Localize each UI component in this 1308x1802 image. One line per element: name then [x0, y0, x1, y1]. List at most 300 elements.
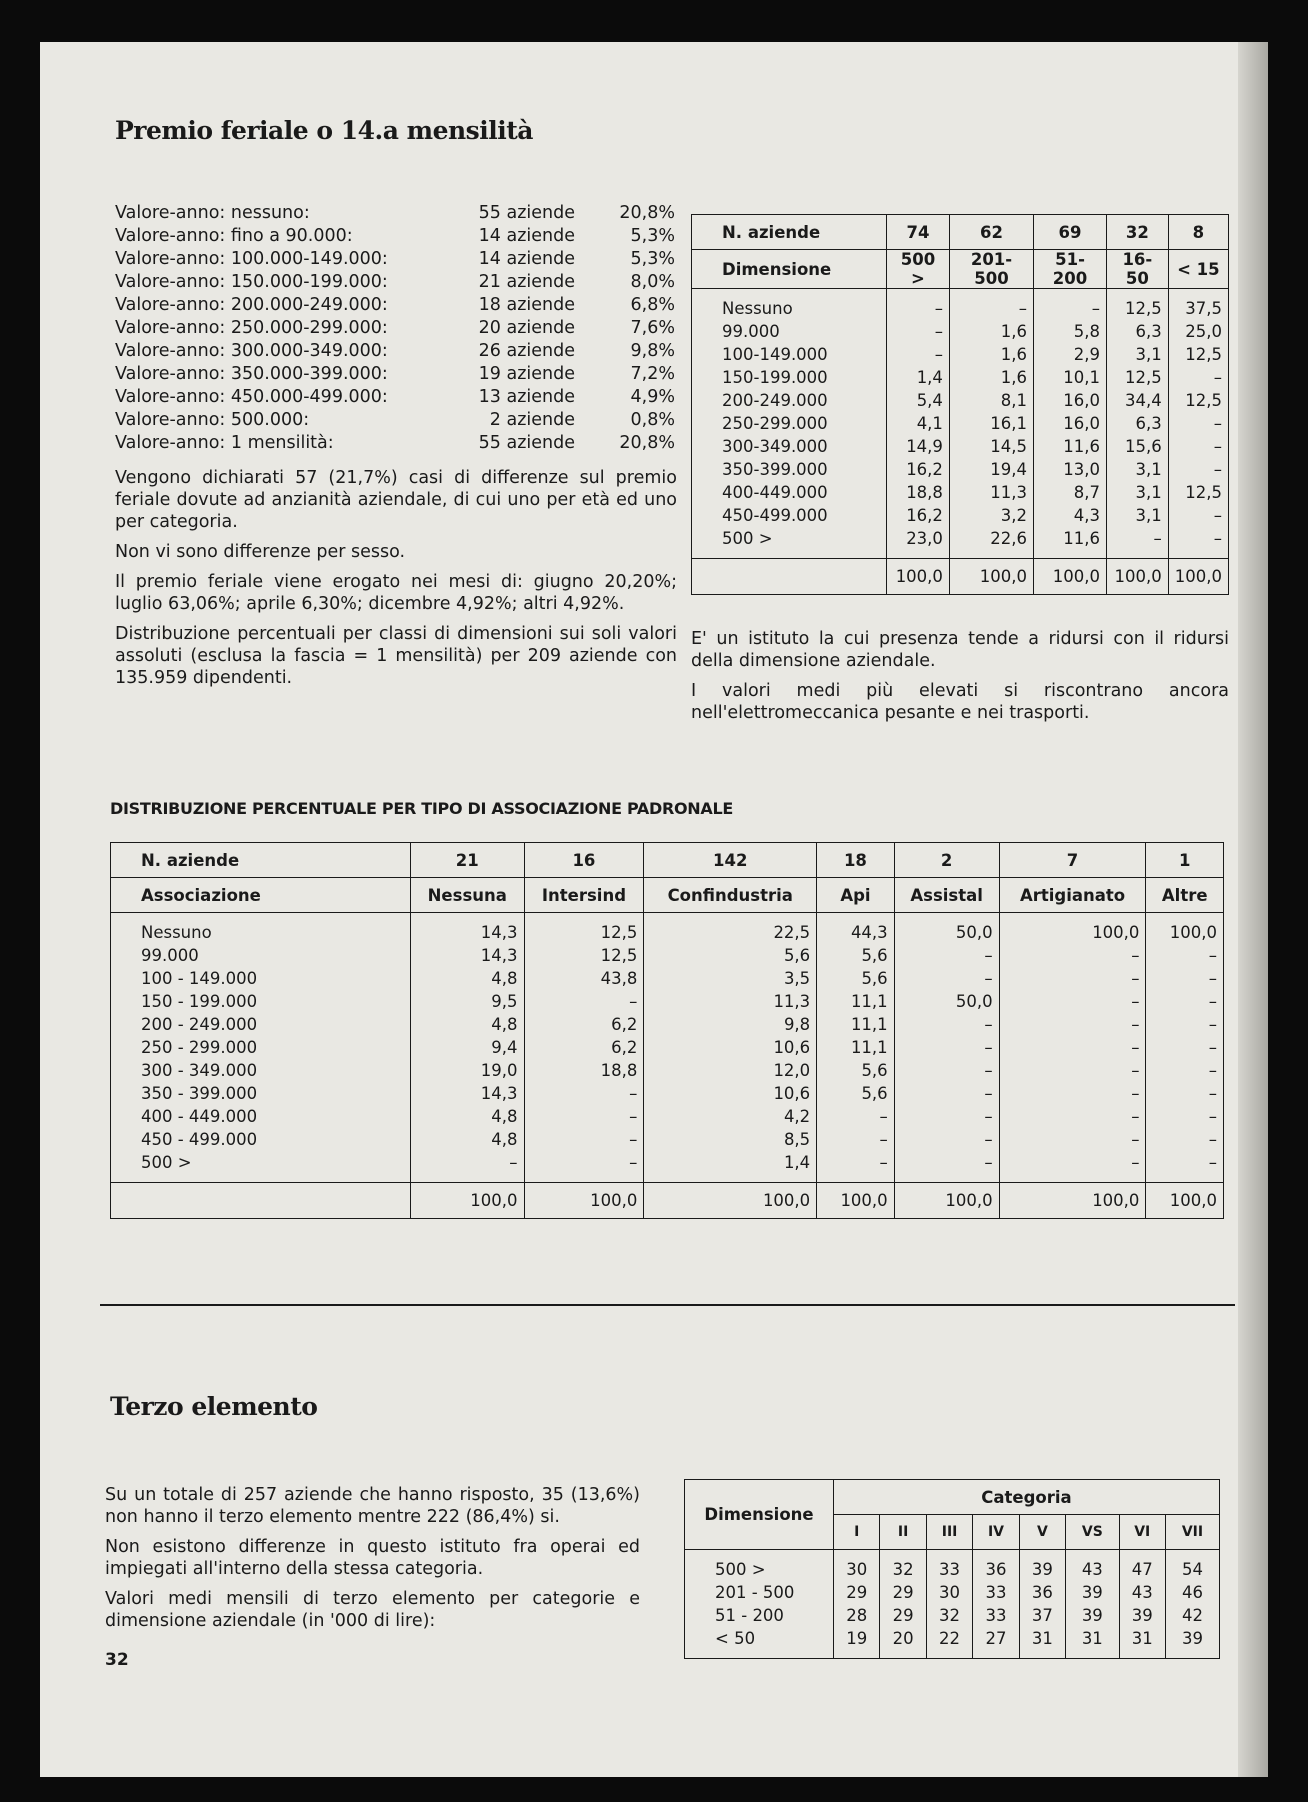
assoc-label: Intersind — [524, 878, 644, 913]
value-cell: – — [1213, 460, 1222, 479]
cat-body-row — [685, 1550, 1220, 1659]
value-cell: – — [1208, 992, 1217, 1011]
value-cell: 14,5 — [990, 437, 1028, 456]
dims-label: 51-200 — [1034, 250, 1107, 289]
value-column — [644, 913, 817, 1183]
cat-value: 32 — [892, 1560, 914, 1579]
fascia-label: 100-149.000 — [722, 345, 828, 364]
fascia-label: 400 - 449.000 — [141, 1107, 258, 1126]
value-cell: 50,0 — [955, 923, 993, 942]
valore-count: 19 aziende — [478, 364, 575, 384]
paragraph: Il premio feriale viene erogato nei mesi di: giugno 20,20%; luglio 63,06%; aprile 6,30%; dicembre 4,92%; altri 4,92%. — [115, 572, 677, 614]
value-cell: – — [1208, 1130, 1217, 1149]
value-cell: 16,1 — [990, 414, 1028, 433]
value-cell: 4,1 — [916, 414, 943, 433]
cat-value: 29 — [892, 1583, 914, 1602]
value-cell: 16,2 — [906, 506, 943, 525]
value-cell: – — [1153, 529, 1162, 548]
cat-value: 43 — [1081, 1560, 1103, 1579]
value-cell: – — [1131, 1038, 1140, 1057]
dim-labels — [685, 1550, 834, 1659]
total-cell: 100,0 — [1146, 1183, 1224, 1219]
value-column — [1168, 289, 1228, 559]
dim-label: 51 - 200 — [715, 1606, 784, 1625]
aziende-count: 32 — [1106, 215, 1168, 250]
section-divider — [100, 1304, 1235, 1306]
value-cell: 13,0 — [1063, 460, 1100, 479]
paragraph: E' un istituto la cui presenza tende a ridursi con il ridursi della dimensione aziendale. — [691, 629, 1229, 671]
value-column — [411, 913, 525, 1183]
value-cell: – — [1131, 1153, 1140, 1172]
header-row-dims — [692, 250, 1229, 289]
fascia-label: Nessuno — [141, 923, 212, 942]
dimensione-label: Dimensione — [685, 1480, 834, 1550]
cat-value: 31 — [1131, 1629, 1153, 1648]
fascia-label: 150 - 199.000 — [141, 992, 258, 1011]
value-cell: 5,4 — [916, 391, 943, 410]
cat-value: 27 — [985, 1629, 1007, 1648]
valore-row — [115, 317, 675, 340]
value-cell: 12,5 — [1185, 391, 1222, 410]
value-cell: – — [1091, 299, 1100, 318]
valore-count: 55 aziende — [478, 203, 575, 223]
value-cell: 6,2 — [611, 1015, 638, 1034]
value-cell: 5,6 — [861, 1061, 888, 1080]
value-cell: 9,4 — [491, 1038, 518, 1057]
value-cell: 44,3 — [850, 923, 888, 942]
value-cell: 6,3 — [1135, 414, 1162, 433]
fascia-label: 500 > — [141, 1153, 192, 1172]
value-cell: 4,8 — [491, 1015, 518, 1034]
fascia-label: 450 - 499.000 — [141, 1130, 258, 1149]
cat-value: 19 — [846, 1629, 868, 1648]
cat-value: 33 — [939, 1560, 961, 1579]
value-cell: 5,6 — [783, 946, 811, 965]
value-cell: – — [629, 1084, 638, 1103]
value-cell: 16,0 — [1063, 391, 1100, 410]
fascia-label: 200-249.000 — [722, 391, 828, 410]
fascia-label: 200 - 249.000 — [141, 1015, 258, 1034]
value-cell: 12,5 — [600, 946, 638, 965]
value-cell: 15,6 — [1124, 437, 1162, 456]
value-cell: 1,6 — [1000, 345, 1028, 364]
cat-value: 39 — [1081, 1583, 1103, 1602]
value-cell: – — [984, 1061, 993, 1080]
fascia-label: 450-499.000 — [722, 506, 828, 525]
aziende-count: 7 — [999, 843, 1146, 878]
value-cell: 22,6 — [990, 529, 1028, 548]
aziende-count: 69 — [1034, 215, 1107, 250]
terzo-title: Terzo elemento — [110, 1392, 318, 1421]
value-cell: 11,1 — [850, 1038, 888, 1057]
fascia-labels — [111, 913, 411, 1183]
fascia-label: 300-349.000 — [722, 437, 828, 456]
fascia-label: 250 - 299.000 — [141, 1038, 258, 1057]
categoria-header: I — [834, 1515, 880, 1550]
assoc-label: Artigianato — [999, 878, 1146, 913]
value-cell: – — [1208, 1107, 1217, 1126]
cat-value: 47 — [1131, 1560, 1153, 1579]
valore-count: 21 aziende — [478, 272, 575, 292]
value-cell: 100,0 — [1092, 923, 1140, 942]
value-cell: 11,3 — [773, 992, 811, 1011]
paragraph: Non vi sono differenze per sesso. — [115, 542, 406, 562]
value-cell: 3,1 — [1135, 460, 1162, 479]
cat-value: 43 — [1131, 1583, 1153, 1602]
fascia-label: Nessuno — [722, 299, 793, 318]
value-cell: – — [934, 345, 943, 364]
data-body-row — [692, 289, 1229, 559]
value-cell: – — [1131, 992, 1140, 1011]
value-cell: 4,8 — [491, 1107, 518, 1126]
fascia-label: 300 - 349.000 — [141, 1061, 258, 1080]
cat-column — [1066, 1550, 1119, 1659]
totals-label-empty — [692, 559, 887, 595]
value-cell: 1,4 — [783, 1153, 811, 1172]
dim-label: < 50 — [715, 1629, 756, 1648]
value-cell: 1,6 — [1000, 368, 1028, 387]
value-cell: 9,5 — [491, 992, 518, 1011]
cat-value: 20 — [892, 1629, 914, 1648]
premio-title: Premio feriale o 14.a mensilità — [115, 116, 533, 145]
value-cell: – — [984, 946, 993, 965]
terzo-paragraphs — [105, 1484, 640, 1640]
valore-label: Valore-anno: 1 mensilità: — [115, 433, 334, 453]
value-cell: 1,6 — [1000, 322, 1028, 341]
value-cell: – — [1131, 1084, 1140, 1103]
value-column — [894, 913, 999, 1183]
categoria-header: III — [926, 1515, 972, 1550]
row-label-assoc: Associazione — [111, 878, 411, 913]
value-cell: 12,5 — [1124, 368, 1162, 387]
value-cell: – — [509, 1153, 518, 1172]
value-cell: – — [984, 1130, 993, 1149]
value-cell: 18,8 — [906, 483, 943, 502]
assoc-label: Nessuna — [411, 878, 525, 913]
fascia-labels — [692, 289, 887, 559]
valore-row — [115, 202, 675, 225]
value-cell: 16,0 — [1063, 414, 1100, 433]
value-cell: 9,8 — [783, 1015, 811, 1034]
cat-value: 32 — [939, 1606, 961, 1625]
value-cell: 100,0 — [1169, 923, 1217, 942]
valore-count: 26 aziende — [478, 341, 575, 361]
value-cell: 34,4 — [1124, 391, 1162, 410]
value-cell: 8,7 — [1073, 483, 1100, 502]
valore-label: Valore-anno: 200.000-249.000: — [115, 295, 388, 315]
value-cell: 4,8 — [491, 1130, 518, 1149]
valore-row — [115, 340, 675, 363]
value-cell: 12,5 — [1185, 345, 1222, 364]
valore-count: 18 aziende — [478, 295, 575, 315]
valore-pct: 20,8% — [619, 433, 675, 453]
valore-pct: 5,3% — [630, 226, 675, 246]
value-cell: – — [934, 322, 943, 341]
value-cell: – — [879, 1130, 888, 1149]
cat-value: 30 — [846, 1560, 868, 1579]
value-cell: 43,8 — [600, 969, 638, 988]
value-cell: – — [1208, 1038, 1217, 1057]
value-cell: 2,9 — [1073, 345, 1100, 364]
fascia-label: 400-449.000 — [722, 483, 828, 502]
valore-count: 55 aziende — [478, 433, 575, 453]
total-cell: 100,0 — [1168, 559, 1228, 595]
cat-column — [880, 1550, 926, 1659]
value-cell: – — [1131, 946, 1140, 965]
paragraph: Vengono dichiarati 57 (21,7%) casi di differenze sul premio feriale dovute ad anzianità aziendale, di cui uno per età ed uno per categoria. — [115, 468, 677, 532]
value-cell: – — [1208, 969, 1217, 988]
value-cell: 8,1 — [1000, 391, 1028, 410]
totals-row — [111, 1183, 1224, 1219]
dims-label: 16-50 — [1106, 250, 1168, 289]
value-column — [887, 289, 950, 559]
categoria-header: II — [880, 1515, 926, 1550]
header-row-aziende — [692, 215, 1229, 250]
value-cell: – — [1213, 437, 1222, 456]
cat-value: 22 — [939, 1629, 961, 1648]
cat-value: 36 — [985, 1560, 1007, 1579]
value-cell: – — [1213, 414, 1222, 433]
cat-column — [1019, 1550, 1065, 1659]
assoc-label: Confindustria — [644, 878, 817, 913]
cat-value: 39 — [1031, 1560, 1053, 1579]
valore-label: Valore-anno: fino a 90.000: — [115, 226, 353, 246]
row-label-dims: Dimensione — [692, 250, 887, 289]
document-page — [40, 42, 1268, 1777]
aziende-count: 21 — [411, 843, 525, 878]
header-row-assoc — [111, 878, 1224, 913]
value-cell: 14,3 — [480, 923, 518, 942]
dims-label: < 15 — [1168, 250, 1228, 289]
valore-pct: 7,2% — [630, 364, 675, 384]
row-label-aziende: N. aziende — [692, 215, 887, 250]
valore-label: Valore-anno: 300.000-349.000: — [115, 341, 388, 361]
paragraph: Non esistono differenze in questo istituto fra operai ed impiegati all'interno della stessa categoria. — [105, 1537, 640, 1579]
fascia-label: 350 - 399.000 — [141, 1084, 258, 1103]
value-cell: 11,6 — [1063, 437, 1100, 456]
total-cell: 100,0 — [894, 1183, 999, 1219]
value-cell: – — [1208, 1153, 1217, 1172]
aziende-count: 74 — [887, 215, 950, 250]
value-cell: 4,3 — [1073, 506, 1100, 525]
value-cell: 3,5 — [783, 969, 811, 988]
cat-value: 39 — [1131, 1606, 1153, 1625]
value-cell: 4,8 — [491, 969, 518, 988]
value-cell: 14,9 — [906, 437, 943, 456]
categoria-header: VI — [1119, 1515, 1165, 1550]
paragraph: I valori medi più elevati si riscontrano ancora nell'elettromeccanica pesante e nei trasporti. — [691, 681, 1229, 723]
valore-row — [115, 432, 675, 455]
value-cell: – — [1131, 969, 1140, 988]
value-column — [1034, 289, 1107, 559]
value-cell: – — [879, 1153, 888, 1172]
value-cell: 5,8 — [1073, 322, 1100, 341]
cat-header-row — [685, 1480, 1220, 1515]
valore-row — [115, 294, 675, 317]
data-body-row — [111, 913, 1224, 1183]
cat-column — [834, 1550, 880, 1659]
value-cell: – — [629, 1153, 638, 1172]
value-cell: – — [629, 1107, 638, 1126]
dims-label: 500 > — [887, 250, 950, 289]
valore-label: Valore-anno: 500.000: — [115, 410, 310, 430]
valore-pct: 4,9% — [630, 387, 675, 407]
total-cell: 100,0 — [411, 1183, 525, 1219]
cat-value: 42 — [1181, 1606, 1203, 1625]
value-cell: 22,5 — [773, 923, 811, 942]
assoc-label: Assistal — [894, 878, 999, 913]
cat-value: 31 — [1031, 1629, 1053, 1648]
paragraph: Valori medi mensili di terzo elemento per categorie e dimensione aziendale (in '000 di lire): — [105, 1589, 640, 1631]
cat-value: 31 — [1081, 1629, 1103, 1648]
cat-value: 28 — [846, 1606, 868, 1625]
valore-pct: 20,8% — [619, 203, 675, 223]
aziende-count: 2 — [894, 843, 999, 878]
cat-value: 39 — [1081, 1606, 1103, 1625]
premio-paragraphs — [115, 467, 677, 697]
total-cell: 100,0 — [817, 1183, 895, 1219]
valore-pct: 7,6% — [630, 318, 675, 338]
valore-pct: 6,8% — [630, 295, 675, 315]
fascia-label: 250-299.000 — [722, 414, 828, 433]
value-cell: 14,3 — [480, 1084, 518, 1103]
value-cell: 3,1 — [1135, 345, 1162, 364]
value-cell: – — [1208, 946, 1217, 965]
valore-count: 14 aziende — [478, 226, 575, 246]
valore-label: Valore-anno: 100.000-149.000: — [115, 249, 388, 269]
dimensione-paragraphs — [691, 628, 1229, 732]
value-cell: – — [629, 1130, 638, 1149]
total-cell: 100,0 — [524, 1183, 644, 1219]
valore-count: 2 aziende — [489, 410, 575, 430]
valore-count: 20 aziende — [478, 318, 575, 338]
value-cell: 6,2 — [611, 1038, 638, 1057]
cat-value: 33 — [985, 1583, 1007, 1602]
value-cell: 37,5 — [1185, 299, 1222, 318]
cat-value: 29 — [846, 1583, 868, 1602]
valore-pct: 0,8% — [630, 410, 675, 430]
total-cell: 100,0 — [999, 1183, 1146, 1219]
fascia-label: 500 > — [722, 529, 773, 548]
value-cell: 11,3 — [990, 483, 1028, 502]
cat-value: 30 — [939, 1583, 961, 1602]
value-cell: 19,4 — [990, 460, 1028, 479]
value-cell: – — [1213, 368, 1222, 387]
value-cell: 23,0 — [906, 529, 943, 548]
cat-value: 36 — [1031, 1583, 1053, 1602]
cat-column — [926, 1550, 972, 1659]
value-cell: 10,6 — [773, 1038, 811, 1057]
value-cell: 12,5 — [600, 923, 638, 942]
categoria-table — [684, 1479, 1220, 1659]
value-column — [1106, 289, 1168, 559]
valore-label: Valore-anno: 150.000-199.000: — [115, 272, 388, 292]
fascia-label: 100 - 149.000 — [141, 969, 258, 988]
valore-label: Valore-anno: 350.000-399.000: — [115, 364, 388, 384]
value-cell: 25,0 — [1185, 322, 1222, 341]
categoria-header: V — [1019, 1515, 1065, 1550]
categoria-header: VS — [1066, 1515, 1119, 1550]
valore-row — [115, 225, 675, 248]
value-cell: 19,0 — [480, 1061, 518, 1080]
value-cell: – — [879, 1107, 888, 1126]
value-cell: – — [629, 992, 638, 1011]
categoria-header: IV — [973, 1515, 1019, 1550]
value-cell: – — [1213, 529, 1222, 548]
value-cell: – — [1018, 299, 1028, 318]
value-column — [817, 913, 895, 1183]
value-cell: – — [1131, 1130, 1140, 1149]
value-cell: – — [1131, 1107, 1140, 1126]
cat-value: 46 — [1181, 1583, 1203, 1602]
value-cell: – — [984, 1038, 993, 1057]
valore-label: Valore-anno: 450.000-499.000: — [115, 387, 388, 407]
total-cell: 100,0 — [887, 559, 950, 595]
dim-label: 201 - 500 — [715, 1583, 795, 1602]
value-cell: 3,1 — [1135, 506, 1162, 525]
value-cell: 18,8 — [600, 1061, 638, 1080]
header-row-aziende — [111, 843, 1224, 878]
valore-label: Valore-anno: 250.000-299.000: — [115, 318, 388, 338]
valore-count: 14 aziende — [478, 249, 575, 269]
total-cell: 100,0 — [949, 559, 1033, 595]
assoc-label: Api — [817, 878, 895, 913]
value-cell: – — [1208, 1084, 1217, 1103]
value-cell: 11,1 — [850, 992, 888, 1011]
value-column — [1146, 913, 1224, 1183]
value-cell: – — [1208, 1061, 1217, 1080]
total-cell: 100,0 — [644, 1183, 817, 1219]
value-cell: – — [984, 969, 993, 988]
value-cell: – — [1131, 1061, 1140, 1080]
aziende-count: 16 — [524, 843, 644, 878]
value-cell: 5,6 — [861, 946, 888, 965]
cat-column — [1119, 1550, 1165, 1659]
cat-value: 37 — [1031, 1606, 1053, 1625]
aziende-count: 142 — [644, 843, 817, 878]
cat-value: 33 — [985, 1606, 1007, 1625]
value-cell: – — [1213, 506, 1222, 525]
paragraph: Su un totale di 257 aziende che hanno risposto, 35 (13,6%) non hanno il terzo elemento mentre 222 (86,4%) si. — [105, 1485, 640, 1527]
fascia-label: 350-399.000 — [722, 460, 828, 479]
valore-row — [115, 409, 675, 432]
value-cell: – — [984, 1084, 993, 1103]
valore-anno-list — [115, 202, 675, 455]
dim-label: 500 > — [715, 1560, 766, 1579]
cat-value: 29 — [892, 1606, 914, 1625]
aziende-count: 18 — [817, 843, 895, 878]
valore-pct: 5,3% — [630, 249, 675, 269]
value-cell: – — [984, 1107, 993, 1126]
aziende-count: 62 — [949, 215, 1033, 250]
valore-row — [115, 363, 675, 386]
page-number: 32 — [105, 1650, 129, 1670]
value-cell: 6,3 — [1135, 322, 1162, 341]
value-cell: 4,2 — [783, 1107, 811, 1126]
total-cell: 100,0 — [1034, 559, 1107, 595]
value-cell: 10,6 — [773, 1084, 811, 1103]
value-cell: 14,3 — [480, 946, 518, 965]
value-cell: – — [1208, 1015, 1217, 1034]
value-cell: 5,6 — [861, 969, 888, 988]
value-cell: 12,0 — [773, 1061, 811, 1080]
cat-value: 54 — [1181, 1560, 1203, 1579]
value-column — [949, 289, 1033, 559]
categoria-header: VII — [1165, 1515, 1219, 1550]
categoria-label: Categoria — [834, 1480, 1220, 1515]
valore-label: Valore-anno: nessuno: — [115, 203, 310, 223]
associazione-table — [110, 842, 1224, 1219]
